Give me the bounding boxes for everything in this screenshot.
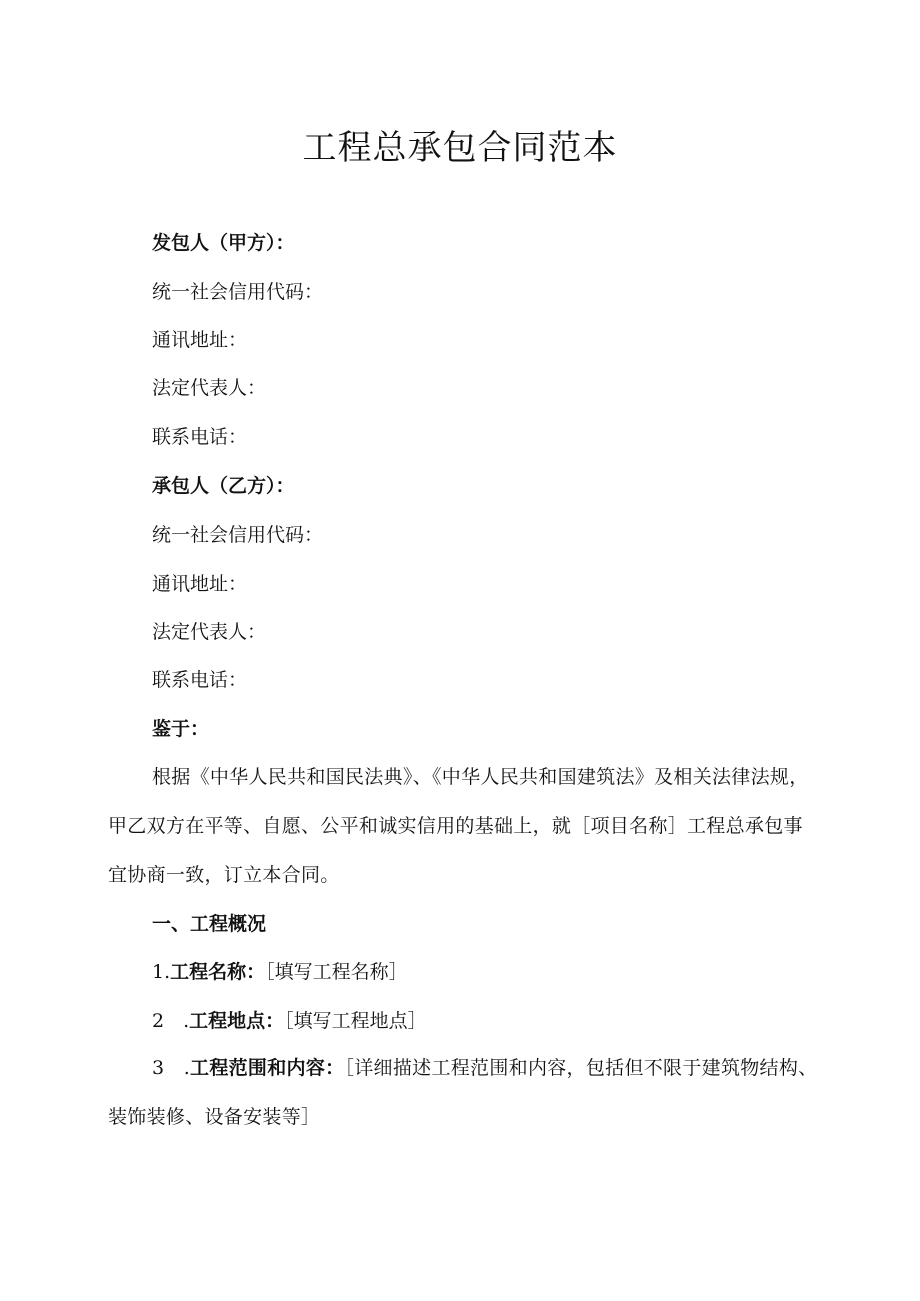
party-b-phone: 联系电话： — [152, 669, 248, 691]
party-a-credit-code: 统一社会信用代码： — [152, 281, 324, 303]
item-2-number: 2 . — [152, 1010, 190, 1032]
item-2-label: 工程地点： — [189, 1010, 285, 1032]
party-a-heading: 发包人（甲方）： — [152, 232, 295, 254]
item-1-value: ［填写工程名称］ — [265, 961, 408, 983]
whereas-heading: 鉴于： — [152, 718, 210, 740]
item-1-label: 工程名称： — [170, 961, 266, 983]
section-1-item-3 — [108, 1044, 820, 1142]
party-a-representative: 法定代表人： — [152, 377, 267, 399]
document-title: 工程总承包合同范本 — [302, 128, 618, 168]
whereas-paragraph: 根据《中华人民共和国民法典》、《中华人民共和国建筑法》及相关法律法规，甲乙双方在平等、自愿、公平和诚实信用的基础上，就［项目名称］工程总承包事宜协商一致，订立本合同。 — [108, 766, 809, 886]
item-3-value: ［详细描述工程范围和内容，包括但不限于建筑物结构、装饰装修、设备安装等］ — [108, 1057, 818, 1128]
party-b-credit-code: 统一社会信用代码： — [152, 524, 324, 546]
item-3-label: 工程范围和内容： — [190, 1057, 345, 1079]
section-1-item-1 — [152, 959, 408, 985]
item-2-value: ［填写工程地点］ — [284, 1010, 427, 1032]
item-3-number: 3 . — [152, 1057, 191, 1079]
party-b-address: 通讯地址： — [152, 573, 248, 595]
section-1-item-2 — [152, 1008, 427, 1034]
party-b-heading: 承包人（乙方）： — [152, 475, 295, 497]
party-a-phone: 联系电话： — [152, 426, 248, 448]
section-1-heading: 一、工程概况 — [152, 913, 267, 935]
party-b-representative: 法定代表人： — [152, 621, 267, 643]
party-a-address: 通讯地址： — [152, 329, 248, 351]
item-1-number: 1. — [152, 961, 171, 983]
